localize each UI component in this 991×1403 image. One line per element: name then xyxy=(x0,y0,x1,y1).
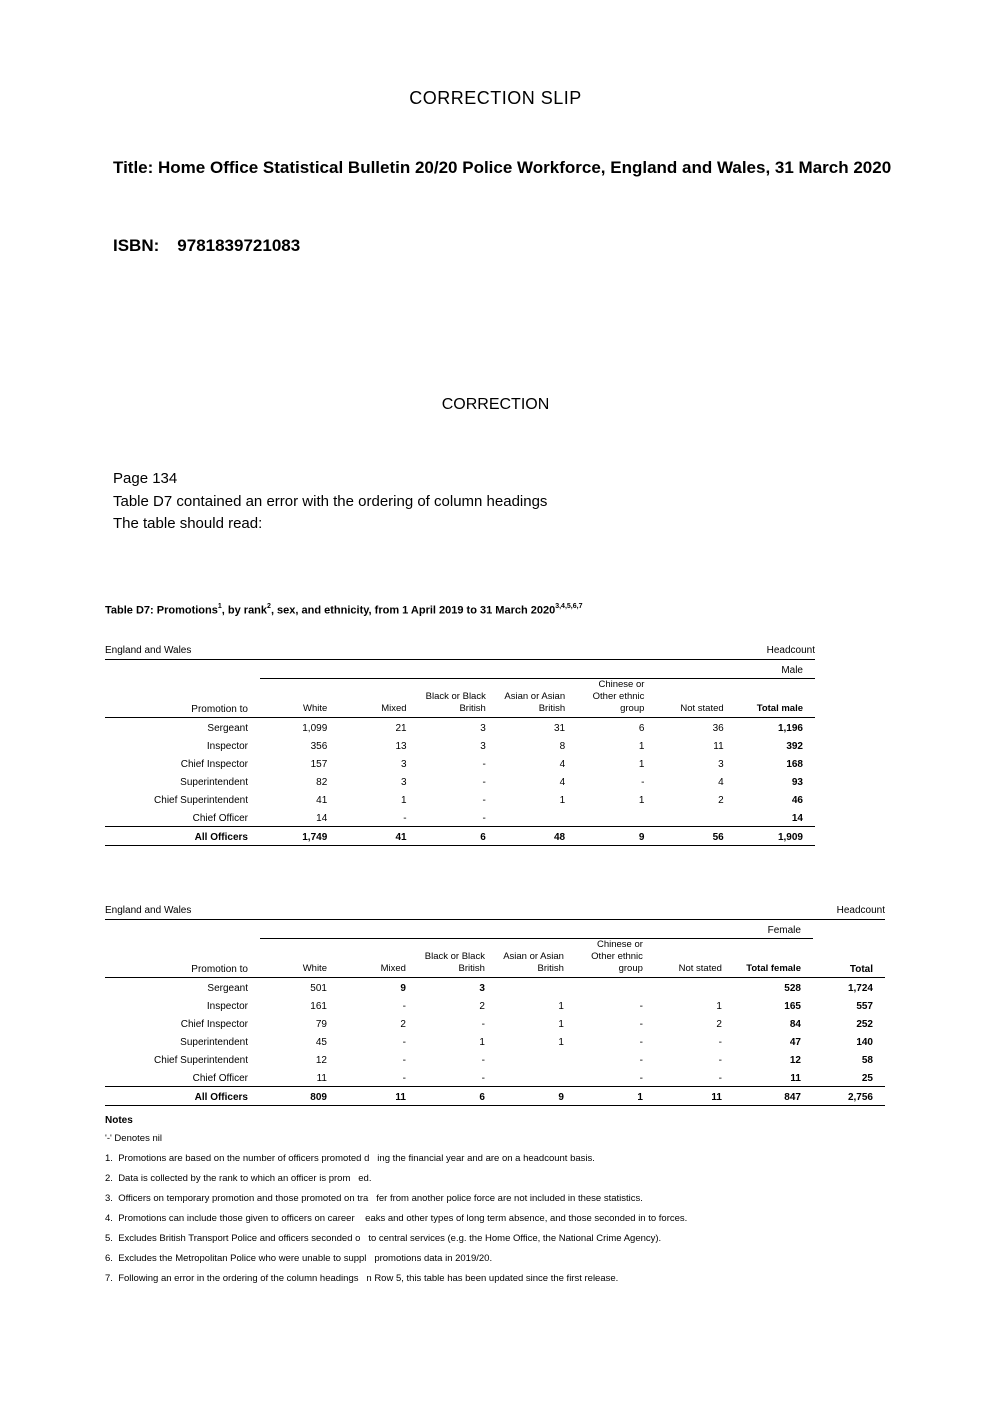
table-cell: 14 xyxy=(316,812,328,824)
table-cell: 12 xyxy=(789,1054,801,1066)
table-cell: 82 xyxy=(316,776,328,788)
table-cell xyxy=(656,808,735,827)
title-text: Table D7: Promotions xyxy=(105,604,218,617)
table-cell: 4 xyxy=(718,776,724,788)
table-cell: 45 xyxy=(315,1036,327,1048)
table-row xyxy=(105,996,885,1014)
table-cell: - xyxy=(718,1054,722,1066)
female-promotions-table xyxy=(105,902,885,1106)
table-cell: 14 xyxy=(791,812,803,824)
table-cell xyxy=(498,808,577,827)
row-label: Superintendent xyxy=(180,776,248,788)
table-cell: - xyxy=(482,812,486,824)
table-row xyxy=(105,736,815,754)
female-table-section xyxy=(105,902,885,1106)
headcount-label: Headcount xyxy=(836,905,885,916)
table-cell: 41 xyxy=(339,826,418,845)
table-row xyxy=(105,1068,885,1087)
table-cell: 13 xyxy=(395,740,407,752)
column-header: Not stated xyxy=(656,679,735,718)
notes-section xyxy=(105,1115,915,1293)
table-cell: - xyxy=(718,1072,722,1084)
table-row xyxy=(105,1032,885,1050)
table-cell: 6 xyxy=(638,722,645,734)
table-cell: 1 xyxy=(638,758,645,770)
table-cell: 31 xyxy=(554,722,566,734)
title-text: , by rank xyxy=(221,604,268,617)
row-total-cell: 2,756 xyxy=(813,1086,885,1105)
table-cell: 2 xyxy=(479,1000,485,1012)
table-cell: 1 xyxy=(401,794,407,806)
table-cell: 528 xyxy=(784,982,801,994)
column-header: White xyxy=(260,939,339,978)
row-label: Inspector xyxy=(206,740,248,752)
note-item: 6. Excludes the Metropolitan Police who were unable to suppl promotions data in 2019/20. xyxy=(105,1253,493,1264)
table-cell: - xyxy=(482,758,486,770)
table-cell: 46 xyxy=(791,794,803,806)
should-read-line: The table should read: xyxy=(113,515,263,532)
isbn-value: 9781839721083 xyxy=(177,236,301,255)
region-label: England and Wales xyxy=(105,905,192,916)
table-cell: 1 xyxy=(558,1000,564,1012)
total-male-header: Total male xyxy=(736,679,815,718)
table-cell: 8 xyxy=(559,740,566,752)
row-total-cell: 252 xyxy=(856,1018,873,1030)
table-cell: 809 xyxy=(260,1086,339,1105)
row-total-cell: 140 xyxy=(856,1036,873,1048)
table-cell: 2 xyxy=(400,1018,406,1030)
table-cell xyxy=(497,1068,576,1087)
table-cell: 392 xyxy=(786,740,803,752)
table-cell: - xyxy=(482,776,486,788)
note-item: 4. Promotions can include those given to officers on career eaks and other types of long term absence, and those seconded in to forces. xyxy=(105,1213,688,1224)
table-cell: 11 xyxy=(713,740,724,752)
table-cell: 4 xyxy=(559,758,566,770)
sex-group-row xyxy=(105,660,815,679)
promotion-to-header: Promotion to xyxy=(105,679,260,718)
row-label: Sergeant xyxy=(207,722,248,734)
footnote-ref-3: 3,4,5,6,7 xyxy=(555,603,583,610)
table-cell: - xyxy=(718,1036,722,1048)
table-cell: 1,749 xyxy=(260,826,339,845)
table-cell: 2 xyxy=(718,794,724,806)
table-cell: 84 xyxy=(789,1018,801,1030)
row-total-cell: 58 xyxy=(861,1054,873,1066)
table-cell xyxy=(497,977,576,996)
table-cell xyxy=(497,1050,576,1068)
table-cell: - xyxy=(639,1072,643,1084)
footnote-ref-2: 2 xyxy=(267,603,271,610)
title-text: , sex, and ethnicity, from 1 April 2019 to 31 March 2020 xyxy=(270,604,556,617)
table-cell: 4 xyxy=(559,776,566,788)
table-cell: 93 xyxy=(791,776,803,788)
table-cell: 6 xyxy=(419,826,498,845)
column-header: White xyxy=(260,679,339,718)
table-cell: 356 xyxy=(310,740,328,752)
table-cell: 1 xyxy=(638,794,645,806)
table-cell xyxy=(576,977,655,996)
table-cell: - xyxy=(402,1072,406,1084)
error-description: Table D7 contained an error with the ordering of column headings xyxy=(113,492,548,510)
table-cell: 3 xyxy=(480,740,486,752)
male-promotions-table xyxy=(105,642,815,846)
table-cell: 48 xyxy=(498,826,577,845)
table-row xyxy=(105,754,815,772)
table-cell: - xyxy=(482,794,486,806)
table-cell: 3 xyxy=(479,982,485,994)
table-row xyxy=(105,717,815,736)
table-cell: 1 xyxy=(558,1018,564,1030)
table-d7-title xyxy=(105,604,582,617)
table-cell xyxy=(577,808,656,827)
table-cell: - xyxy=(402,1054,406,1066)
note-item: 7. Following an error in the ordering of the column headings n Row 5, this table has been updated since the first release. xyxy=(105,1273,619,1284)
table-cell: 1 xyxy=(716,1000,722,1012)
table-cell: 1,196 xyxy=(777,722,803,734)
table-row xyxy=(105,790,815,808)
table-cell: 11 xyxy=(655,1086,734,1105)
table-row xyxy=(105,1050,885,1068)
total-female-header: Total female xyxy=(734,939,813,978)
table-cell: 501 xyxy=(310,982,327,994)
row-total-cell: 557 xyxy=(856,1000,873,1012)
table-cell: 1,909 xyxy=(736,826,815,845)
table-cell: - xyxy=(639,1036,643,1048)
table-row xyxy=(105,1014,885,1032)
table-cell: 2 xyxy=(716,1018,722,1030)
table-cell: - xyxy=(639,1054,643,1066)
table-cell: 3 xyxy=(480,722,486,734)
row-label: Sergeant xyxy=(207,982,248,994)
table-cell: 157 xyxy=(310,758,328,770)
table-cell: - xyxy=(481,1018,485,1030)
footnote-ref-1: 1 xyxy=(217,603,222,610)
row-total-cell: 1,724 xyxy=(847,982,873,994)
column-header-row xyxy=(105,679,815,718)
row-label: Chief Officer xyxy=(192,812,248,824)
nil-note: '-' Denotes nil xyxy=(105,1133,162,1144)
table-cell: 1 xyxy=(576,1086,655,1105)
sex-group-header: Female xyxy=(260,920,813,939)
headcount-label: Headcount xyxy=(766,645,815,656)
note-item: 1. Promotions are based on the number of officers promoted d ing the financial year and are on a headcount basis. xyxy=(105,1153,595,1164)
column-header: Mixed xyxy=(339,939,418,978)
table-cell: 36 xyxy=(712,722,724,734)
table-cell: 1 xyxy=(559,794,566,806)
table-cell: 3 xyxy=(401,758,407,770)
table-cell: 21 xyxy=(395,722,407,734)
table-cell: 11 xyxy=(316,1072,327,1084)
table-cell: 56 xyxy=(656,826,735,845)
column-header: Chinese or Other ethnic group xyxy=(577,679,656,718)
isbn-label: ISBN: xyxy=(113,236,160,255)
table-cell: 1 xyxy=(479,1036,485,1048)
table-cell: 9 xyxy=(400,982,406,994)
column-header: Not stated xyxy=(655,939,734,978)
table-cell: 79 xyxy=(315,1018,327,1030)
correction-description xyxy=(113,468,813,536)
row-label: Chief Inspector xyxy=(180,758,248,770)
table-cell: 12 xyxy=(315,1054,327,1066)
sex-group-header: Male xyxy=(260,660,815,679)
row-label: Chief Inspector xyxy=(180,1018,248,1030)
table-cell: 165 xyxy=(784,1000,801,1012)
table-cell: - xyxy=(402,1036,406,1048)
isbn-line xyxy=(113,236,300,256)
table-cell: 3 xyxy=(718,758,724,770)
table-cell: - xyxy=(481,1054,485,1066)
table-cell: - xyxy=(641,776,645,788)
sex-group-row xyxy=(105,920,885,939)
promotion-to-header: Promotion to xyxy=(105,939,260,978)
region-row xyxy=(105,902,885,920)
table-row xyxy=(105,977,885,996)
table-cell: 11 xyxy=(790,1072,801,1084)
row-label: Inspector xyxy=(206,1000,248,1012)
row-label: All Officers xyxy=(105,826,260,845)
table-cell: 168 xyxy=(786,758,803,770)
column-header: Black or Black British xyxy=(418,939,497,978)
row-label: Chief Officer xyxy=(192,1072,248,1084)
table-cell: - xyxy=(481,1072,485,1084)
table-row xyxy=(105,772,815,790)
table-cell: 9 xyxy=(577,826,656,845)
male-table-section xyxy=(105,642,815,846)
region-label: England and Wales xyxy=(105,645,192,656)
document-heading: CORRECTION SLIP xyxy=(409,88,582,108)
row-label: All Officers xyxy=(105,1086,260,1105)
page-reference: Page 134 xyxy=(113,470,178,487)
table-total-row xyxy=(105,826,815,845)
table-cell: 161 xyxy=(310,1000,327,1012)
column-header: Black or Black British xyxy=(419,679,498,718)
row-label: Chief Superintendent xyxy=(154,1054,248,1066)
table-cell: 1 xyxy=(558,1036,564,1048)
region-row xyxy=(105,642,815,660)
column-header-row xyxy=(105,939,885,978)
row-label: Superintendent xyxy=(180,1036,248,1048)
row-label: Chief Superintendent xyxy=(154,794,248,806)
table-total-row xyxy=(105,1086,885,1105)
table-cell: 3 xyxy=(401,776,407,788)
column-header: Chinese or Other ethnic group xyxy=(576,939,655,978)
table-cell: 41 xyxy=(316,794,328,806)
table-cell: - xyxy=(403,812,407,824)
column-header: Asian or Asian British xyxy=(498,679,577,718)
notes-heading: Notes xyxy=(105,1115,133,1126)
table-cell: 6 xyxy=(418,1086,497,1105)
table-cell: - xyxy=(639,1000,643,1012)
note-item: 2. Data is collected by the rank to which an officer is prom ed. xyxy=(105,1173,372,1184)
note-item: 5. Excludes British Transport Police and officers seconded o to central services (e.g. the Home Office, the National Crime Agency). xyxy=(105,1233,662,1244)
bulletin-title: Title: Home Office Statistical Bulletin 20/20 Police Workforce, England and Wales, 31 March 2020 xyxy=(113,158,892,177)
correction-heading: CORRECTION xyxy=(441,396,550,413)
table-cell: 1,099 xyxy=(302,722,328,734)
table-cell: - xyxy=(639,1018,643,1030)
table-cell: 47 xyxy=(789,1036,801,1048)
table-cell: 847 xyxy=(734,1086,813,1105)
note-item: 3. Officers on temporary promotion and those promoted on tra fer from another police force are not included in these statistics. xyxy=(105,1193,643,1204)
table-cell: - xyxy=(402,1000,406,1012)
column-header: Mixed xyxy=(339,679,418,718)
column-header: Asian or Asian British xyxy=(497,939,576,978)
table-cell: 1 xyxy=(638,740,645,752)
table-cell: 9 xyxy=(497,1086,576,1105)
table-row xyxy=(105,808,815,827)
row-total-cell: 25 xyxy=(861,1072,873,1084)
table-cell xyxy=(655,977,734,996)
table-cell: 11 xyxy=(339,1086,418,1105)
total-column-header: Total xyxy=(813,920,885,978)
